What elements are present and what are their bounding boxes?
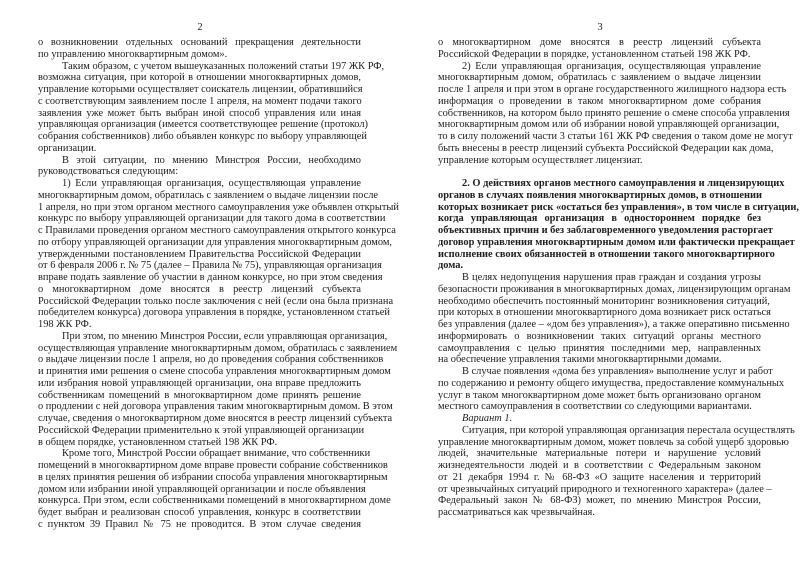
text-line: организации.: [38, 142, 97, 154]
text-line: по отбору управляющей организации для управления многоквартирным домом,: [38, 236, 393, 248]
page-number: 2: [197, 22, 203, 33]
text-line: собрания собственников) либо объявлен конкурс по выбору управляющей: [38, 131, 367, 142]
paragraph: [38, 60, 385, 155]
text-line: необходимо обеспечить постоянный мониторинг возникновения ситуаций,: [438, 295, 770, 307]
section-heading: [438, 178, 799, 272]
text-line: безопасности проживания в многоквартирных домах, лицензирующим органам: [438, 283, 791, 295]
paragraph: [438, 366, 785, 413]
variant-label: Вариант 1.: [462, 413, 513, 424]
text-line: Таким образом, с учетом вышеуказанных положений статьи 197 ЖК РФ,: [62, 60, 385, 72]
text-line: местного самоуправления в соответствии со следующими вариантами.: [438, 401, 752, 413]
text-line: Кроме того, Минстрой России обращает внимание, что собственники: [62, 448, 371, 460]
text-line: помещений в многоквартирном доме вправе провести собрание собственников: [38, 460, 388, 471]
paragraph: [38, 330, 398, 449]
text-line: конкурса. При этом, если собственниками помещений в многоквартирном доме: [38, 495, 391, 507]
text-line: осуществляющая управление многоквартирным домом, обратилась с заявлением: [38, 342, 398, 354]
text-line: собственников, на котором было принято решение о смене способа управления: [438, 107, 790, 119]
text-line: которых возникает риск «остаться без управления», в том числе в ситуации,: [438, 201, 799, 213]
spacer: [438, 166, 761, 178]
text-line: то в силу положений части 3 статьи 161 ЖК РФ сведения о таком доме не могут: [438, 131, 793, 142]
text-line: случае, сведения о многоквартирном доме вносятся в реестр лицензий субъекта: [38, 413, 393, 424]
text-line: информация о проведении в таком многоквартирном доме собрания: [438, 95, 761, 107]
text-line: без управления (далее – «дом без управления»), а также оперативно письменно: [438, 319, 790, 330]
text-line: или избрания новой управляющей организации, она вправе предложить: [38, 377, 361, 389]
text-line: дома.: [438, 260, 464, 272]
text-line: при которых в отношении многоквартирного дома возникает риск остаться: [438, 307, 771, 319]
text-line: руководствоваться следующим:: [38, 166, 179, 178]
paragraph: [438, 60, 793, 167]
text-line: в общем порядке, установленном статьей 198 ЖК РФ.: [38, 436, 278, 448]
text-line: В случае появления «дома без управления» выполнение услуг и работ: [462, 366, 773, 377]
paragraph: [438, 272, 791, 366]
text-line: возможна ситуация, при которой в отношении многоквартирных домов,: [38, 72, 361, 84]
text-line: людей, значительные материальные потери и нарушение условий: [438, 448, 761, 460]
text-line: будет выбран и реализован способ управления, конкурс в соответствии: [38, 507, 361, 518]
text-line: от чрезвычайных ситуаций природного и техногенного характера» (далее –: [438, 483, 772, 495]
text-line: Ситуация, при которой управляющая организация перестала осуществлять: [462, 424, 795, 436]
text-line: многоквартирным домом, обратилась с заявлением о выдаче лицензии после: [38, 189, 379, 201]
text-line: Российской Федерации в порядке, установленном статьей 198 ЖК РФ.: [438, 48, 751, 60]
text-line: собственникам помещений в многоквартирном доме принять решение: [38, 389, 361, 401]
text-line: и принятия ими решения о смене способа управления многоквартирным домом: [38, 366, 391, 377]
page-body: [438, 37, 799, 519]
text-line: услуг в таком многоквартирном доме может быть организовано органом: [438, 389, 761, 401]
text-line: с соответствующим заявлением после 1 апреля, на момент подачи такого: [38, 95, 362, 107]
paragraph: [38, 178, 399, 331]
text-line: быть внесены в реестр лицензий субъекта Российской Федерации как дома,: [438, 142, 774, 154]
text-line: 2. О действиях органов местного самоуправления и лицензирующих: [462, 178, 785, 189]
text-line: управляющая организация (имеется соответствующее решение (протокол): [38, 119, 368, 131]
text-line: победителем конкурса) договора управления в порядке, установленном статьей: [38, 307, 390, 319]
text-line: о выдаче лицензии после 1 апреля, но до проведения собрания собственников: [38, 354, 384, 366]
text-line: вправе подать заявление об участии в данном конкурсе, но при этом сведения: [38, 272, 383, 283]
right-page: [400, 0, 800, 565]
text-line: органов в случаях появления многоквартирных домов, в отношении: [438, 189, 762, 201]
text-line: 1) Если управляющая организация, осуществляющая управление: [62, 178, 361, 189]
text-line: В этой ситуации, по мнению Минстроя России, необходимо: [62, 154, 361, 166]
text-line: от 6 февраля 2006 г. № 75 (далее – Правила № 75), управляющая организация: [38, 260, 382, 272]
text-line: исполнение своих обязанностей в отношении такого многоквартирного: [438, 248, 775, 260]
paragraph: [38, 155, 361, 179]
text-line: договор управления многоквартирным домом или фактически прекращает: [438, 236, 795, 248]
text-line: по содержанию и ремонту общего имущества, предоставление коммунальных: [438, 377, 785, 389]
text-line: жизнедеятельности людей и в соответствии с Федеральным законом: [438, 460, 761, 471]
text-line: от 21 декабря 1994 г. № 68-ФЗ «О защите населения и территорий: [438, 471, 761, 483]
text-line: 1 апреля, но при этом органом местного самоуправления уже объявлен открытый: [38, 201, 399, 213]
text-line: с пунктом 39 Правил № 75 не проводится. В этом случае сведения: [38, 518, 361, 530]
text-line: о многоквартирном доме вносятся в реестр лицензий субъекта: [38, 283, 361, 295]
text-line: на обеспечение управления такими многоквартирными домами.: [438, 354, 722, 366]
text-line: домом или избрании иной управляющей организации и после объявления: [38, 483, 366, 495]
text-line: управление которым осуществляет лицензиат.: [438, 154, 643, 166]
text-line: о возникновении отдельных оснований прекращения деятельности: [38, 37, 361, 48]
text-line: 198 ЖК РФ.: [38, 319, 92, 330]
text-line: Российской Федерации применительно к этой управляющей организации: [38, 424, 365, 436]
text-line: многоквартирным домом, обратилась с заявлением о выдаче лицензии: [438, 72, 761, 84]
paragraph: [38, 37, 361, 61]
text-line: многоквартирным домом или об избрании новой управляющей организации,: [438, 119, 780, 131]
page-number: 3: [597, 22, 603, 33]
text-line: 2) Если управляющая организация, осуществляющая управление: [462, 60, 761, 72]
text-line: заявления уже может быть выбран иной способ управления или иная: [38, 107, 361, 119]
text-line: При этом, по мнению Минстроя России, если управляющая организация,: [62, 330, 388, 342]
text-line: самоуправления с целью принятия последними мер, направленных: [438, 342, 761, 354]
text-line: когда управляющая организация в одностороннем порядке без: [438, 213, 761, 225]
text-line: Российской Федерации только после заключения с ней (если она была признана: [38, 295, 394, 307]
page-body: [38, 37, 399, 531]
text-line: в целях принятия решения об избрании способа управления многоквартирным: [38, 471, 388, 483]
text-line: по управлению многоквартирным домом».: [38, 48, 228, 60]
text-line: Федеральный закон № 68-ФЗ) может, по мнению Минстроя России,: [438, 495, 761, 507]
text-line: о продлении с ней договора управления таким многоквартирным домом. В этом: [38, 401, 393, 413]
text-line: утвержденными постановлением Правительства Российской Федерации: [38, 248, 361, 260]
text-line: управление которыми осуществляет соискатель лицензии, обратившийся: [38, 84, 363, 95]
text-line: после 1 апреля и при этом в органе государственного жилищного надзора есть: [438, 84, 787, 95]
paragraph: [438, 37, 761, 61]
text-line: информировать о возникновении таких ситуаций органы местного: [438, 330, 761, 342]
paragraph: [38, 448, 391, 530]
text-line: с Правилами проведения органом местного самоуправления открытого конкурса: [38, 225, 396, 236]
text-line: объективных причин и без заблаговременного уведомления расторгает: [438, 225, 773, 236]
text-line: В целях недопущения нарушения прав граждан и создания угрозы: [462, 272, 761, 283]
text-line: о многоквартирном доме вносятся в реестр лицензий субъекта: [438, 37, 761, 48]
paragraph: [438, 424, 795, 519]
text-line: управление многоквартирным домом, может повлечь за собой ущерб здоровью: [438, 436, 789, 448]
text-line: конкурс по выбору управляющей организации для такого дома в соответствии: [38, 213, 386, 225]
text-line: рассматриваться как чрезвычайная.: [438, 507, 595, 518]
